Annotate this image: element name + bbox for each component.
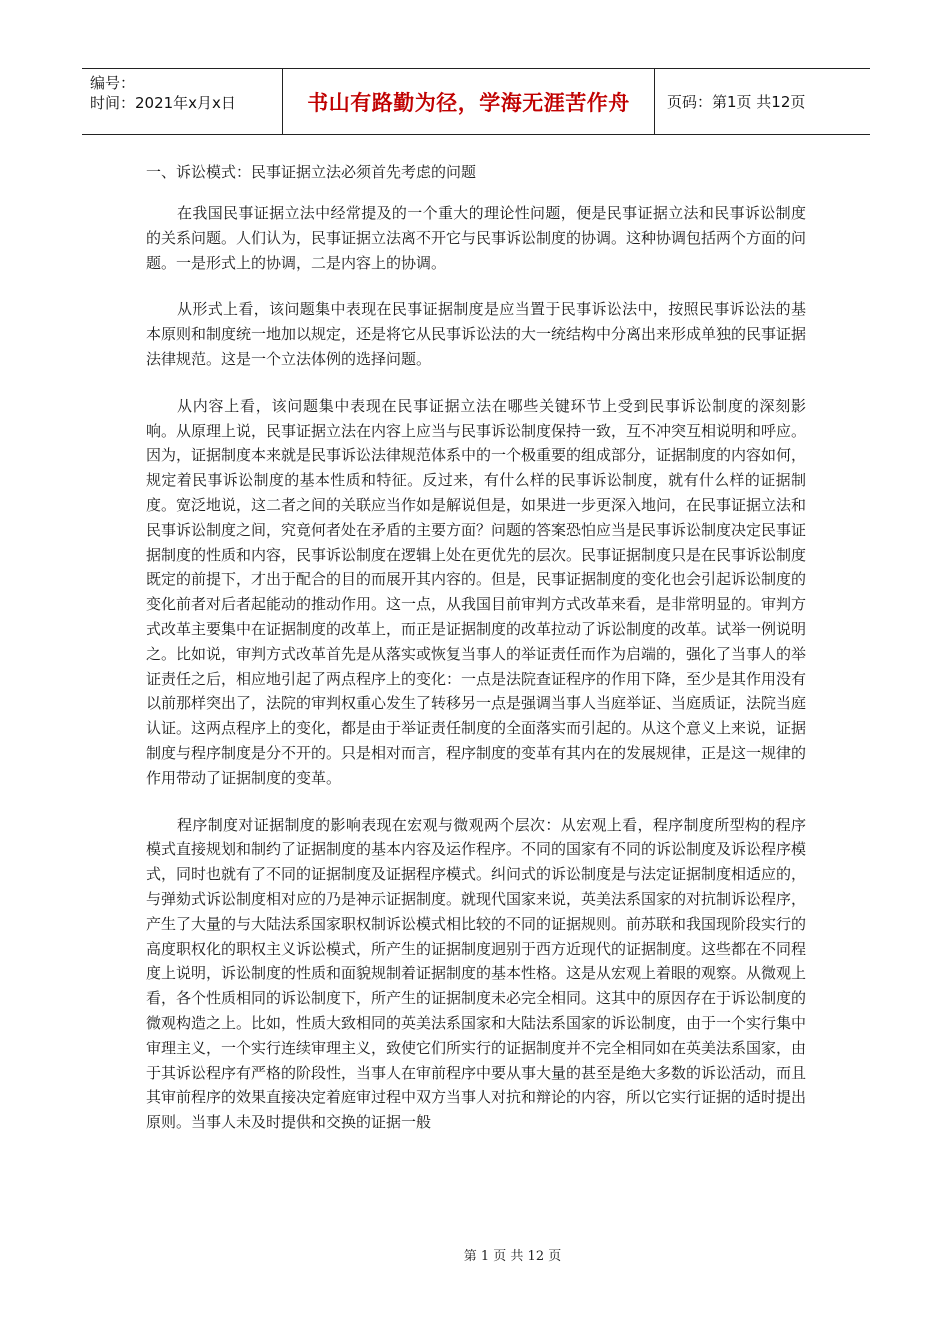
section-title: 一、诉讼模式：民事证据立法必须首先考虑的问题 (146, 163, 477, 181)
header-motto: 书山有路勤为径，学海无涯苦作舟 (282, 69, 655, 134)
paragraph: 从形式上看，该问题集中表现在民事证据制度是应当置于民事诉讼法中，按照民事诉讼法的基本原则和制度统一地加以规定，还是将它从民事诉讼法的大一统结构中分离出来形成单独的民事证据法律规范。这是一个立法体例的选择问题。 (146, 300, 807, 368)
date-label: 时间：2021年x月x日 (90, 94, 236, 112)
page-footer: 第 1 页 共 12 页 (463, 1249, 562, 1264)
document-body (146, 160, 806, 1157)
paragraph: 从内容上看，该问题集中表现在民事证据立法在哪些关键环节上受到民事诉讼制度的深刻影响。从原理上说，民事证据立法在内容上应当与民事诉讼制度保持一致，互不冲突互相说明和呼应。因为，证据制度本来就是民事诉讼法律规范体系中的一个极重要的组成部分，证据制度的内容如何，规定着民事诉讼制度的基本性质和特征。反过来，有什么样的民事诉讼制度，就有什么样的证据制度。宽泛地说，这二者之间的关联应当作如是解说但是，如果进一步更深入地问，在民事证据立法和民事诉讼制度之间，究竟何者处在矛盾的主要方面？问题的答案恐怕应当是民事诉讼制度决定民事证据制度的性质和内容，民事诉讼制度在逻辑上处在更优先的层次。民事证据制度只是在民事诉讼制度既定的前提下，才出于配合的目的而展开其内容的。但是，民事证据制度的变化也会引起诉讼制度的变化前者对后者起能动的推动作用。这一点，从我国目前审判方式改革来看，是非常明显的。审判方式改革主要集中在证据制度的改革上，而正是证据制度的改革拉动了诉讼制度的改革。试举一例说明之。比如说，审判方式改革首先是从落实或恢复当事人的举证责任而作为启端的，强化了当事人的举证责任之后，相应地引起了两点程序上的变化：一点是法院查证程序的作用下降，至少是其作用没有以前那样突出了，法院的审判权重心发生了转移另一点是强调当事人当庭举证、当庭质证，法院当庭认证。这两点程序上的变化，都是由于举证责任制度的全面落实而引起的。从这个意义上来说，证据制度与程序制度是分不开的。只是相对而言，程序制度的变革有其内在的发展规律，正是这一规律的作用带动了证据制度的变革。 (146, 396, 807, 787)
doc-number-label: 编号： (90, 74, 136, 92)
page-header (82, 68, 870, 135)
paragraph: 在我国民事证据立法中经常提及的一个重大的理论性问题，便是民事证据立法和民事诉讼制度的关系问题。人们认为，民事证据立法离不开它与民事诉讼制度的协调。这种协调包括两个方面的问题。一是形式上的协调，二是内容上的协调。 (146, 204, 807, 272)
header-meta (82, 69, 282, 134)
paragraph: 程序制度对证据制度的影响表现在宏观与微观两个层次：从宏观上看，程序制度所型构的程序模式直接规划和制约了证据制度的基本内容及运作程序。不同的国家有不同的诉讼制度及诉讼程序模式，同时也就有了不同的证据制度及证据程序模式。纠问式的诉讼制度是与法定证据制度相适应的，与弹劾式诉讼制度相对应的乃是神示证据制度。就现代国家来说，英美法系国家的对抗制诉讼程序，产生了大量的与大陆法系国家职权制诉讼模式相比较的不同的证据规则。前苏联和我国现阶段实行的高度职权化的职权主义诉讼模式，所产生的证据制度迥别于西方近现代的证据制度。这些都在不同程度上说明，诉讼制度的性质和面貌规制着证据制度的基本性格。这是从宏观上着眼的观察。从微观上看，各个性质相同的诉讼制度下，所产生的证据制度未必完全相同。这其中的原因存在于诉讼制度的微观构造之上。比如，性质大致相同的英美法系国家和大陆法系国家的诉讼制度，由于一个实行集中审理主义，一个实行连续审理主义，致使它们所实行的证据制度并不完全相同如在英美法系国家，由于其诉讼程序有严格的阶段性，当事人在审前程序中要从事大量的甚至是绝大多数的诉讼活动，而且其审前程序的效果直接决定着庭审过程中双方当事人对抗和辩论的内容，所以它实行证据的适时提出原则。当事人未及时提供和交换的证据一般 (146, 815, 807, 1132)
header-page-info: 页码：第1页 共12页 (667, 93, 806, 111)
